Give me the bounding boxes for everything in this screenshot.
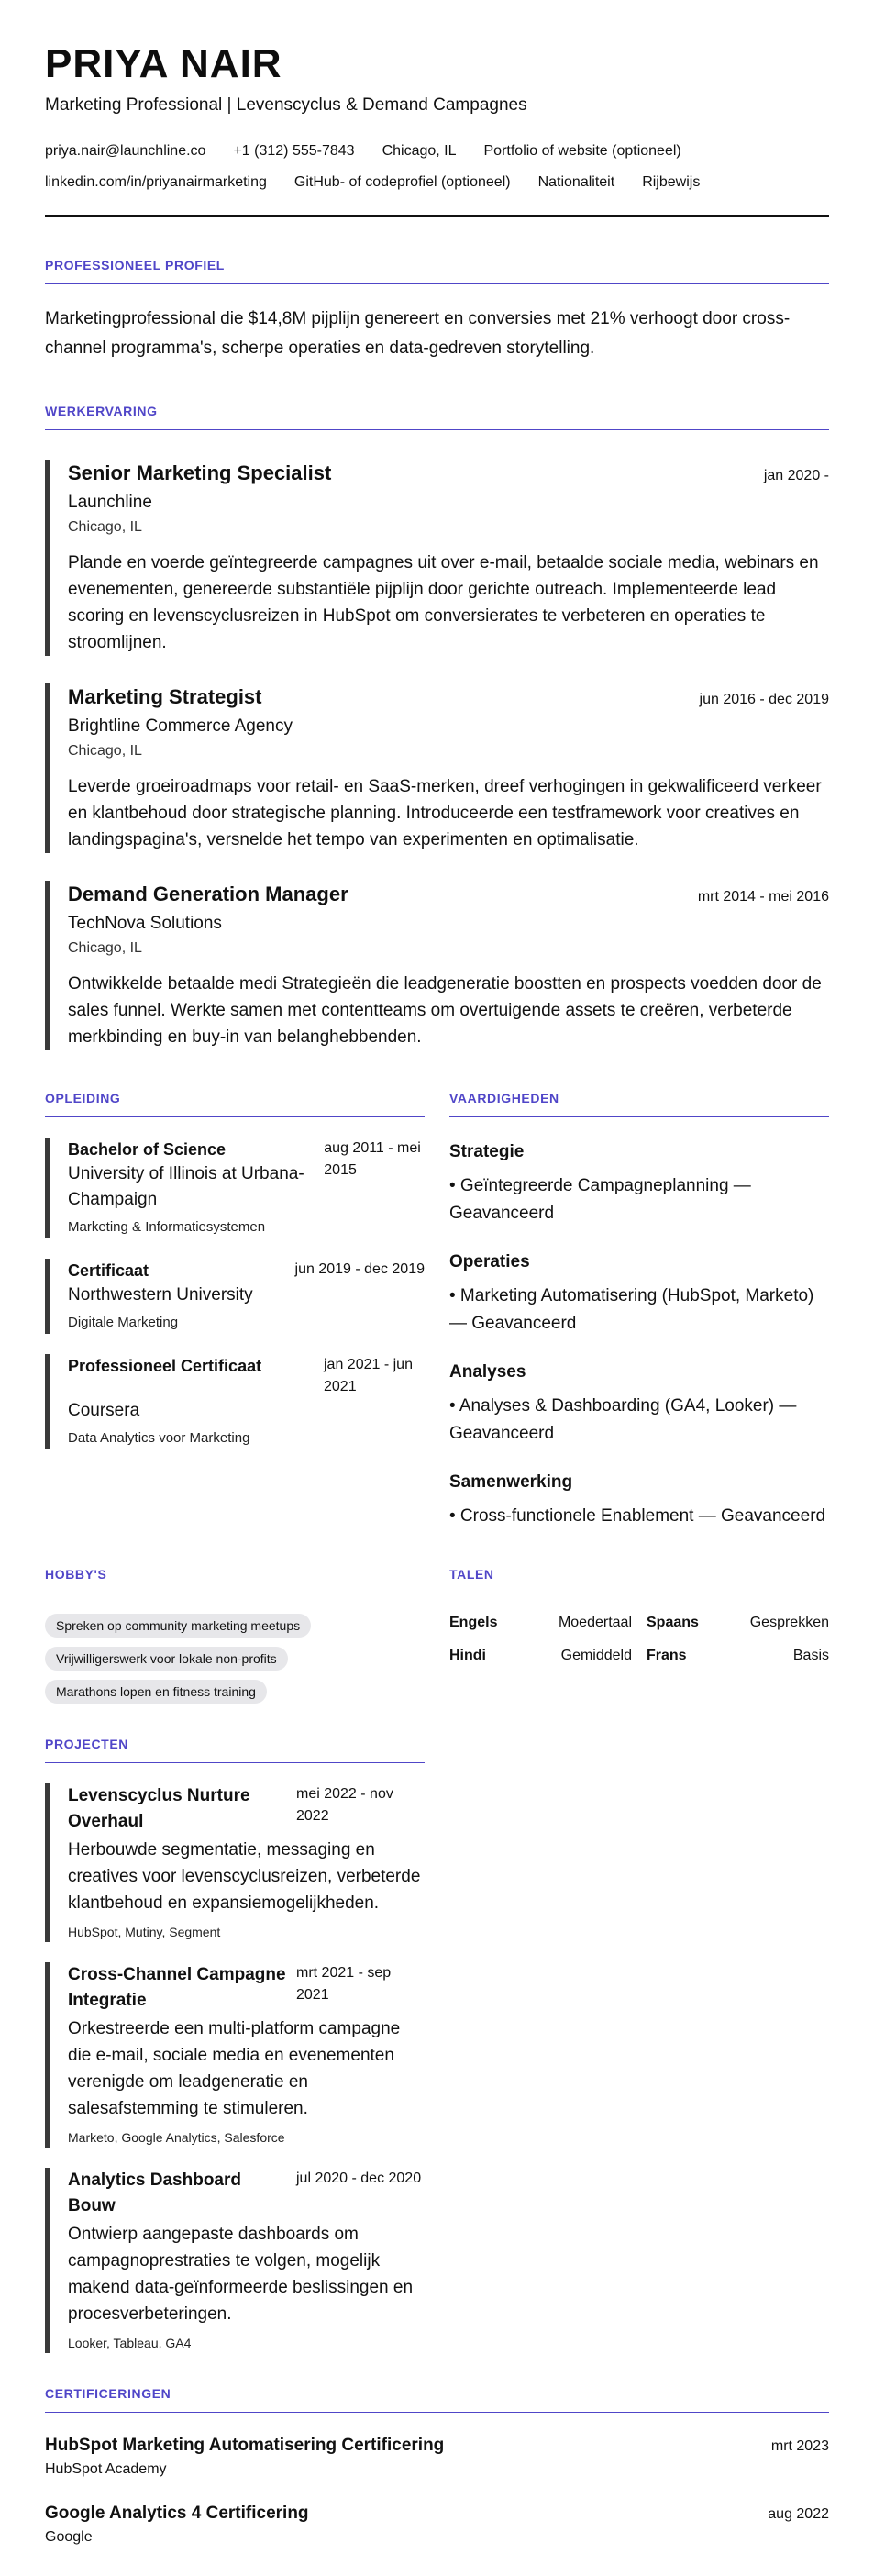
certification-entry xyxy=(45,2501,829,2548)
job-company: Launchline xyxy=(68,493,152,512)
hobby-row xyxy=(45,1671,425,1704)
section-title-skills: VAARDIGHEDEN xyxy=(449,1091,829,1117)
hobby-tag: Spreken op community marketing meetups xyxy=(45,1614,311,1638)
job-date: jan 2020 - xyxy=(763,468,829,483)
contact-github: GitHub- of codeprofiel (optioneel) xyxy=(293,174,511,190)
section-title-hobbies: HOBBY'S xyxy=(45,1567,425,1593)
certification-date: aug 2022 xyxy=(768,2506,829,2522)
certification-issuer: Google xyxy=(45,2529,93,2545)
job-location: Chicago, IL xyxy=(68,743,142,759)
project-date: jul 2020 - dec 2020 xyxy=(296,2171,422,2186)
language-name: Hindi xyxy=(449,1648,486,1663)
job-description: Plande en voerde geïntegreerde campagnes uit over e-mail, betaalde sociale media, webinars en evenementen, genereerde substantiële pijplijn door gerichte outreach. Implementeerde lead scoring en levenscyclusreizen in HubSpot om conversierates te verbeteren en operaties te stroomlijnen. xyxy=(68,553,819,652)
project-entry xyxy=(45,1962,425,2148)
project-name: Analytics Dashboard Bouw xyxy=(68,2171,241,2215)
language-grid xyxy=(449,1606,829,1672)
job-header xyxy=(68,460,829,487)
language-level: Gemiddeld xyxy=(560,1648,632,1663)
hobby-row xyxy=(45,1604,425,1638)
job-description: Ontwikkelde betaalde medi Strategieën die leadgeneratie boostten en prospects voedden door de sales funnel. Werkte samen met contentteams om overtuigende assets te creëren, verbeterde merkbinding en buy-in van belanghebbenden. xyxy=(68,974,822,1047)
education-school: University of Illinois at Urbana-Champaign xyxy=(68,1164,304,1209)
job-header xyxy=(68,683,829,711)
languages-section xyxy=(449,1530,829,1704)
project-name: Levenscyclus Nurture Overhaul xyxy=(68,1786,250,1831)
contact-linkedin[interactable]: linkedin.com/in/priyanairmarketing xyxy=(45,174,267,190)
contact-location: Chicago, IL xyxy=(382,143,457,159)
contact-email[interactable]: priya.nair@launchline.co xyxy=(45,143,206,159)
skill-item: • Geïntegreerde Campagneplanning — Geavanceerd xyxy=(449,1176,751,1223)
contact-nationality: Nationaliteit xyxy=(537,174,615,190)
certification-header xyxy=(45,2501,829,2526)
job-location: Chicago, IL xyxy=(68,519,142,535)
skill-group xyxy=(449,1249,829,1338)
project-tech: HubSpot, Mutiny, Segment xyxy=(68,1925,221,1939)
projects-section xyxy=(45,1737,425,2353)
job-title: Senior Marketing Specialist xyxy=(68,461,332,484)
job-title: Marketing Strategist xyxy=(68,685,262,708)
project-tech: Looker, Tableau, GA4 xyxy=(68,2336,192,2350)
education-entry xyxy=(45,1259,425,1334)
project-description: Ontwierp aangepaste dashboards om campagnoprestraties te volgen, mogelijk makend data-geïnformeerde beslissingen en procesverbeteringen. xyxy=(68,2225,414,2324)
contact-portfolio: Portfolio of website (optioneel) xyxy=(483,143,681,159)
skill-item: • Marketing Automatisering (HubSpot, Marketo) — Geavanceerd xyxy=(449,1286,814,1333)
skill-group xyxy=(449,1139,829,1227)
section-title-education: OPLEIDING xyxy=(45,1091,425,1117)
certifications-section xyxy=(45,2386,829,2548)
project-entry xyxy=(45,1783,425,1942)
job-entry xyxy=(45,881,829,1050)
hobby-row xyxy=(45,1638,425,1671)
education-field: Digitale Marketing xyxy=(68,1315,179,1330)
education-entry xyxy=(45,1138,425,1238)
contact-phone: +1 (312) 555-7843 xyxy=(233,143,355,159)
certification-issuer: HubSpot Academy xyxy=(45,2461,167,2477)
hobby-list xyxy=(45,1604,425,1704)
project-header xyxy=(68,2168,425,2219)
project-description: Orkestreerde een multi-platform campagne die e-mail, sociale media en evenementen verenigde om leadgeneratie en salesafstemming te stimuleren. xyxy=(68,2019,401,2118)
project-name: Cross-Channel Campagne Integratie xyxy=(68,1965,286,2010)
job-header xyxy=(68,881,829,908)
job-company: TechNova Solutions xyxy=(68,914,222,933)
language-name: Spaans xyxy=(647,1615,699,1630)
job-location: Chicago, IL xyxy=(68,940,142,956)
language-item xyxy=(449,1606,632,1639)
project-entry xyxy=(45,2168,425,2353)
certification-header xyxy=(45,2433,829,2459)
education-header xyxy=(68,1138,425,1213)
education-header xyxy=(68,1259,425,1282)
header-divider xyxy=(45,215,829,217)
hobby-tag: Marathons lopen en fitness training xyxy=(45,1680,267,1704)
education-degree: Bachelor of Science xyxy=(68,1140,227,1159)
skill-category: Strategie xyxy=(449,1142,525,1161)
job-entry xyxy=(45,460,829,656)
education-field: Marketing & Informatiesystemen xyxy=(68,1219,266,1235)
language-level: Basis xyxy=(792,1648,829,1663)
project-description: Herbouwde segmentatie, messaging en creatives voor levenscyclusreizen, verbeterde klantbehoud en expansiemogelijkheden. xyxy=(68,1840,421,1913)
education-main xyxy=(68,1138,324,1213)
education-school: Northwestern University xyxy=(68,1285,253,1305)
education-header xyxy=(68,1354,425,1398)
language-item xyxy=(647,1606,829,1639)
language-item xyxy=(647,1639,829,1672)
language-level: Moedertaal xyxy=(558,1615,632,1630)
education-school: Coursera xyxy=(68,1401,140,1420)
project-date: mrt 2021 - sep 2021 xyxy=(296,1965,392,2003)
job-description: Leverde groeiroadmaps voor retail- en SaaS-merken, dreef verhogingen in gekwalificeerd verkeer en klantbehoud door strategische planning. Introduceerde een testframework voor creatives en landingspagina's, versnelde het tempo van experimenten en optimalisatie. xyxy=(68,777,822,849)
project-header xyxy=(68,1962,425,2014)
job-date: mrt 2014 - mei 2016 xyxy=(697,889,829,905)
hobbies-languages-row xyxy=(45,1530,829,1704)
skill-item: • Cross-functionele Enablement — Geavanceerd xyxy=(449,1506,826,1526)
job-entry xyxy=(45,683,829,853)
skills-section xyxy=(449,1050,829,1530)
contact-drivers-license: Rijbewijs xyxy=(642,174,701,190)
section-title-experience: WERKERVARING xyxy=(45,404,829,430)
project-date: mei 2022 - nov 2022 xyxy=(296,1786,393,1824)
language-name: Frans xyxy=(647,1648,687,1663)
language-level: Gesprekken xyxy=(749,1615,829,1630)
skill-item: • Analyses & Dashboarding (GA4, Looker) — Geavanceerd xyxy=(449,1396,797,1443)
education-date: aug 2011 - mei 2015 xyxy=(324,1140,421,1178)
education-date: jan 2021 - jun 2021 xyxy=(324,1357,413,1394)
project-tech: Marketo, Google Analytics, Salesforce xyxy=(68,2130,285,2145)
section-title-profile: PROFESSIONEEL PROFIEL xyxy=(45,258,829,284)
skill-group xyxy=(449,1470,829,1530)
education-skills-row xyxy=(45,1050,829,1530)
certification-name: HubSpot Marketing Automatisering Certificering xyxy=(45,2436,445,2455)
job-date: jun 2016 - dec 2019 xyxy=(699,692,829,707)
experience-section xyxy=(45,404,829,1050)
project-header xyxy=(68,1783,425,1835)
skill-category: Samenwerking xyxy=(449,1472,573,1492)
skill-group xyxy=(449,1360,829,1448)
education-entry xyxy=(45,1354,425,1449)
resume-header xyxy=(45,40,829,217)
skill-category: Operaties xyxy=(449,1252,530,1271)
education-degree: Certificaat xyxy=(68,1261,149,1280)
skill-category: Analyses xyxy=(449,1362,526,1382)
candidate-headline: Marketing Professional | Levenscyclus & Demand Campagnes xyxy=(45,95,527,115)
contact-info xyxy=(45,136,829,198)
hobby-tag: Vrijwilligerswerk voor lokale non-profits xyxy=(45,1647,288,1671)
section-title-languages: TALEN xyxy=(449,1567,829,1593)
job-company: Brightline Commerce Agency xyxy=(68,716,293,736)
job-title: Demand Generation Manager xyxy=(68,883,348,905)
certification-entry xyxy=(45,2433,829,2481)
language-item xyxy=(449,1639,632,1672)
certification-date: mrt 2023 xyxy=(770,2438,829,2454)
education-section xyxy=(45,1050,425,1530)
section-title-projects: PROJECTEN xyxy=(45,1737,425,1763)
profile-section xyxy=(45,258,829,363)
language-name: Engels xyxy=(449,1615,498,1630)
candidate-name: PRIYA NAIR xyxy=(45,41,282,86)
education-degree: Professioneel Certificaat xyxy=(68,1357,262,1375)
certification-name: Google Analytics 4 Certificering xyxy=(45,2504,309,2523)
section-title-certifications: CERTIFICERINGEN xyxy=(45,2386,829,2413)
education-date: jun 2019 - dec 2019 xyxy=(294,1261,425,1277)
education-field: Data Analytics voor Marketing xyxy=(68,1430,250,1446)
hobbies-section xyxy=(45,1530,425,1704)
profile-summary: Marketingprofessional die $14,8M pijplijn genereert en conversies met 21% verhoogt door cross-channel programma's, scherpe operaties en data-gedreven storytelling. xyxy=(45,309,791,358)
